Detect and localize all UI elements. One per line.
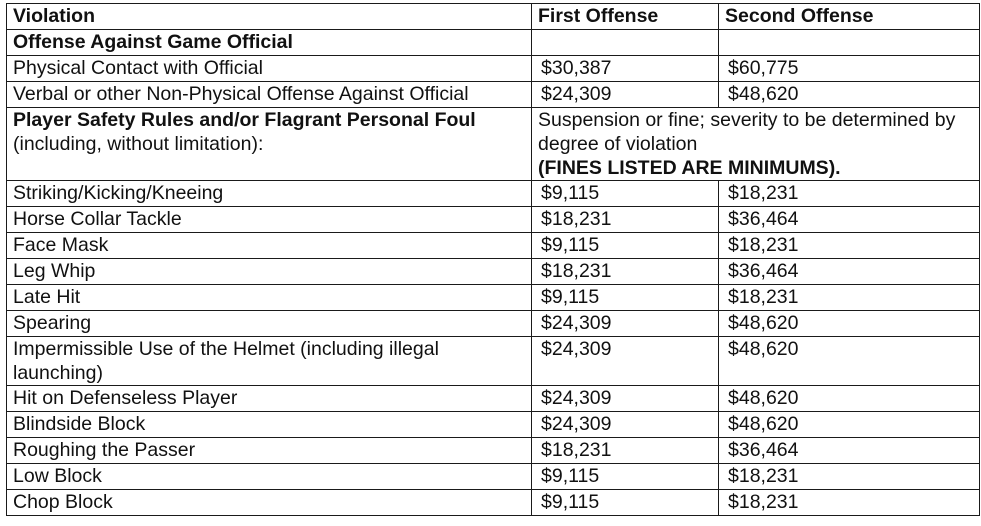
- section-title-bold: Player Safety Rules and/or Flagrant Personal Foul: [13, 109, 476, 131]
- table-row: [7, 412, 980, 438]
- table-row: [7, 337, 980, 386]
- violation-cell: Roughing the Passer: [7, 438, 532, 464]
- table-row: [7, 386, 980, 412]
- violation-cell: Low Block: [7, 464, 532, 490]
- first-offense-cell: $9,115: [532, 181, 719, 207]
- second-offense-cell: $48,620: [719, 386, 980, 412]
- table-row: [7, 259, 980, 285]
- fines-table: [6, 3, 980, 516]
- table-row: [7, 285, 980, 311]
- header-row: [7, 4, 980, 30]
- second-offense-cell: $48,620: [719, 311, 980, 337]
- header-violation: Violation: [7, 4, 532, 30]
- violation-cell: Blindside Block: [7, 412, 532, 438]
- violation-cell: Physical Contact with Official: [7, 56, 532, 82]
- second-offense-cell: $18,231: [719, 285, 980, 311]
- second-offense-cell: $36,464: [719, 207, 980, 233]
- first-offense-cell: $24,309: [532, 311, 719, 337]
- fine-note-text: Suspension or fine; severity to be determined by degree of violation: [538, 109, 956, 155]
- table-row: [7, 464, 980, 490]
- first-offense-cell: $18,231: [532, 259, 719, 285]
- first-offense-cell: $24,309: [532, 412, 719, 438]
- second-offense-cell: $36,464: [719, 259, 980, 285]
- table-row: [7, 82, 980, 108]
- second-offense-cell: $18,231: [719, 490, 980, 516]
- section-title-game-official: Offense Against Game Official: [7, 30, 532, 56]
- first-offense-cell: $18,231: [532, 438, 719, 464]
- second-offense-cell: $18,231: [719, 181, 980, 207]
- violation-cell: Striking/Kicking/Kneeing: [7, 181, 532, 207]
- empty-cell: [719, 30, 980, 56]
- violation-cell: Impermissible Use of the Helmet (including illegal launching): [7, 337, 532, 386]
- second-offense-cell: $60,775: [719, 56, 980, 82]
- first-offense-cell: $18,231: [532, 207, 719, 233]
- table-row: [7, 311, 980, 337]
- section-row-game-official: [7, 30, 980, 56]
- violation-cell: Horse Collar Tackle: [7, 207, 532, 233]
- first-offense-cell: $24,309: [532, 337, 719, 386]
- table-row: [7, 181, 980, 207]
- table-row: [7, 438, 980, 464]
- violation-cell: Hit on Defenseless Player: [7, 386, 532, 412]
- section-title-rest: (including, without limitation):: [13, 133, 264, 155]
- violation-cell: Spearing: [7, 311, 532, 337]
- second-offense-cell: $36,464: [719, 438, 980, 464]
- section-row-player-safety: [7, 108, 980, 181]
- table-row: [7, 207, 980, 233]
- header-second-offense: Second Offense: [719, 4, 980, 30]
- second-offense-cell: $18,231: [719, 233, 980, 259]
- first-offense-cell: $9,115: [532, 490, 719, 516]
- first-offense-cell: $24,309: [532, 82, 719, 108]
- table-row: [7, 233, 980, 259]
- table-row: [7, 490, 980, 516]
- violation-cell: Late Hit: [7, 285, 532, 311]
- empty-cell: [532, 30, 719, 56]
- violation-cell: Verbal or other Non-Physical Offense Against Official: [7, 82, 532, 108]
- first-offense-cell: $30,387: [532, 56, 719, 82]
- first-offense-cell: $9,115: [532, 233, 719, 259]
- table-row: [7, 56, 980, 82]
- first-offense-cell: $24,309: [532, 386, 719, 412]
- fine-note: [532, 108, 980, 181]
- second-offense-cell: $48,620: [719, 412, 980, 438]
- violation-cell: Face Mask: [7, 233, 532, 259]
- violation-cell: Chop Block: [7, 490, 532, 516]
- first-offense-cell: $9,115: [532, 464, 719, 490]
- second-offense-cell: $18,231: [719, 464, 980, 490]
- section-title-player-safety: [7, 108, 532, 181]
- second-offense-cell: $48,620: [719, 337, 980, 386]
- violation-cell: Leg Whip: [7, 259, 532, 285]
- header-first-offense: First Offense: [532, 4, 719, 30]
- second-offense-cell: $48,620: [719, 82, 980, 108]
- first-offense-cell: $9,115: [532, 285, 719, 311]
- fine-note-bold: (FINES LISTED ARE MINIMUMS).: [538, 157, 841, 179]
